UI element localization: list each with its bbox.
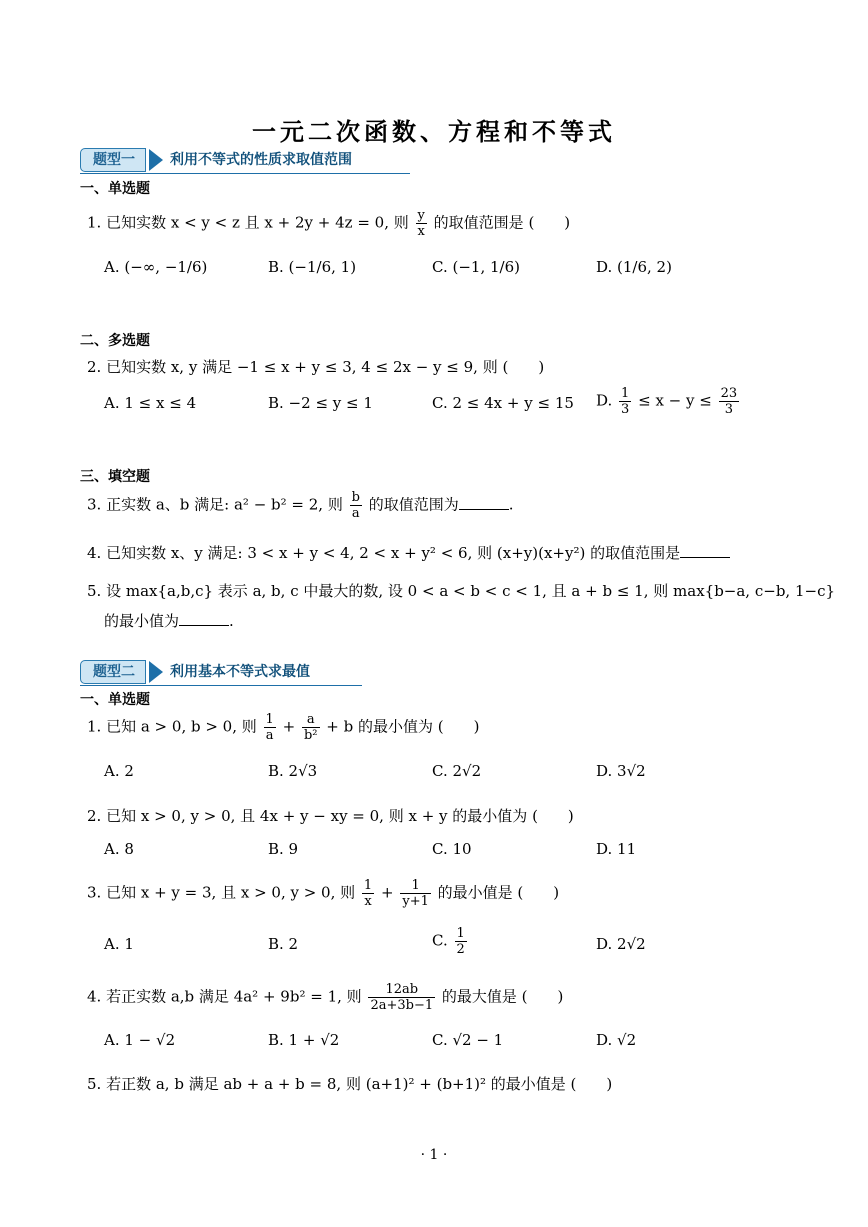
question-5-line1: 5. 设 max{a,b,c} 表示 a, b, c 中最大的数, 设 0 < a < b < c < 1, 且 a + b ≤ 1, 则 max{b−a, c−b, 1−c}: [87, 582, 836, 600]
page-number: · 1 ·: [420, 1147, 448, 1163]
option-a: A. 1: [104, 935, 134, 953]
option-b: B. 2√3: [268, 762, 318, 780]
option-c: C. 2 ≤ 4x + y ≤ 15: [432, 394, 574, 412]
option-b: B. 9: [268, 840, 299, 858]
option-d: D. 11: [596, 840, 637, 858]
section-heading-single: 一、单选题: [80, 181, 150, 197]
option-d: D. √2: [596, 1031, 637, 1049]
option-b: B. 2: [268, 935, 299, 953]
option-a: A. 1 ≤ x ≤ 4: [104, 394, 197, 412]
page-title: 一元二次函数、方程和不等式: [252, 117, 616, 146]
banner-underline: [80, 173, 410, 174]
section-heading-multi: 二、多选题: [80, 333, 150, 349]
option-b: B. 1 + √2: [268, 1031, 340, 1049]
banner-text: 利用基本不等式求最值: [170, 664, 310, 680]
question-5: 5. 若正数 a, b 满足 ab + a + b = 8, 则 (a+1)² + (b+1)² 的最小值是 ( ): [87, 1075, 613, 1093]
banner-tag: 题型一: [80, 148, 146, 172]
section-banner-type1: [80, 148, 410, 172]
banner-tag: 题型二: [80, 660, 146, 684]
question-3: 3. 已知 x + y = 3, 且 x > 0, y > 0, 则 $\frac{1}{x}$ + $\frac{1}{y+1}$ 的最小值是 ( ): [87, 878, 560, 909]
question-1: 1. 已知 a > 0, b > 0, 则 $\frac{1}{a}$ + $\frac{a}{\text{b²}}$ + b 的最小值为 ( ): [87, 712, 480, 743]
question-2: 2. 已知 x > 0, y > 0, 且 4x + y − xy = 0, 则 x + y 的最小值为 ( ): [87, 807, 574, 825]
answer-blank: [179, 611, 229, 626]
option-d: D. $\frac{1}{3}$ ≤ x − y ≤ $\frac{23}{3}$: [596, 386, 738, 417]
option-c: C. 2√2: [432, 762, 482, 780]
question-5-line2: 的最小值为 .: [104, 612, 234, 630]
section-heading-single: 一、单选题: [80, 692, 150, 708]
answer-blank: [680, 543, 730, 558]
option-c: C. (−1, 1/6): [432, 258, 520, 276]
option-a: A. (−∞, −1/6): [104, 258, 208, 276]
question-1: 1. 已知实数 x < y < z 且 x + 2y + 4z = 0, 则 $\frac{y}{x}$ 的取值范围是 ( ): [87, 208, 571, 239]
option-a: A. 1 − √2: [104, 1031, 176, 1049]
option-c: C. √2 − 1: [432, 1031, 504, 1049]
option-c: C. $\frac{1}{2}$: [432, 926, 465, 957]
banner-text: 利用不等式的性质求取值范围: [170, 152, 352, 168]
question-4: 4. 若正实数 a,b 满足 4a² + 9b² = 1, 则 $\frac{12ab}{2a+3b-1}$ 的最大值是 ( ): [87, 982, 564, 1013]
fraction: $\frac{y}{x}$: [417, 208, 425, 239]
banner-underline: [80, 685, 362, 686]
answer-blank: [459, 495, 509, 510]
option-d: D. 2√2: [596, 935, 646, 953]
arrow-right-icon: [149, 661, 163, 683]
option-c: C. 10: [432, 840, 472, 858]
option-b: B. −2 ≤ y ≤ 1: [268, 394, 373, 412]
option-a: A. 8: [104, 840, 134, 858]
question-3: 3. 正实数 a、b 满足: a² − b² = 2, 则 $\frac{b}{a}$ 的取值范围为 .: [87, 490, 514, 521]
section-heading-fill: 三、填空题: [80, 469, 150, 485]
question-4: 4. 已知实数 x、y 满足: 3 < x + y < 4, 2 < x + y² < 6, 则 (x+y)(x+y²) 的取值范围是: [87, 542, 730, 563]
arrow-right-icon: [149, 149, 163, 171]
option-b: B. (−1/6, 1): [268, 258, 357, 276]
question-2: 2. 已知实数 x, y 满足 −1 ≤ x + y ≤ 3, 4 ≤ 2x − y ≤ 9, 则 ( ): [87, 358, 545, 376]
option-d: D. (1/6, 2): [596, 258, 672, 276]
option-a: A. 2: [104, 762, 134, 780]
option-d: D. 3√2: [596, 762, 646, 780]
section-banner-type2: [80, 660, 362, 684]
